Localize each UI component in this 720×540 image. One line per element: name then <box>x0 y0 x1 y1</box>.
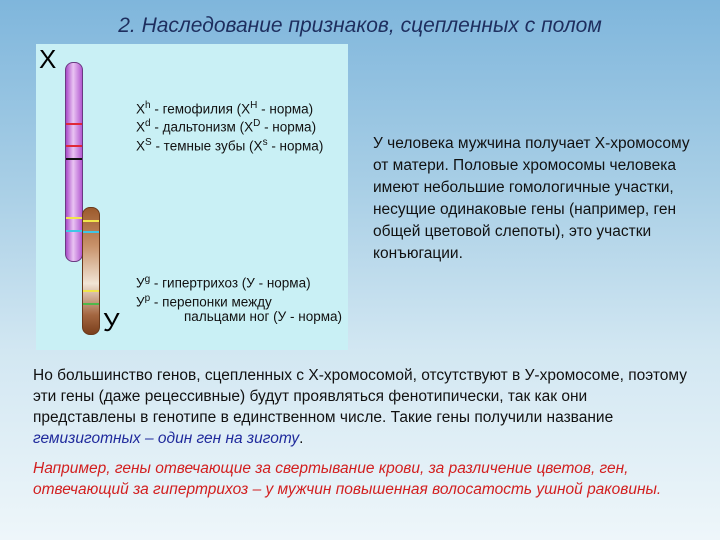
y-chromosome <box>82 207 100 335</box>
band-y-homologous-cyan <box>83 231 99 233</box>
hemizygous-paragraph: Но большинство генов, сцепленных с Х-хромосомой, отсутствуют в У-хромосоме, поэтому эти гены (даже рецессивные) будут проявляться фенотипически, так как они представлены в генотипе в единственном числе. Такие гены получили название гемизиготных – один ген на зиготу. <box>33 367 687 447</box>
chromosome-figure <box>36 44 348 350</box>
x-chromosome-label: Х <box>39 44 57 74</box>
legend-hemophilia: $X^h$ - гемофилия ($X^H$ - норма) <box>136 100 314 117</box>
hemizygous-term: гемизиготных – один ген на зиготу <box>33 430 300 447</box>
legend-webbed-toes: $У^p$ - перепонки между <box>136 293 272 310</box>
band-hemophilia <box>66 123 82 125</box>
legend-daltonism: $X^d$ - дальтонизм ($X^D$ - норма) <box>136 118 317 135</box>
band-hypertrichosis <box>83 290 99 292</box>
legend-webbed-toes-cont: пальцами ног (У - норма) <box>184 309 343 324</box>
y-chromosome-label: У <box>103 307 120 337</box>
band-daltonism <box>66 145 82 147</box>
examples-paragraph: Например, гены отвечающие за свертывание крови, за различение цветов, ген, отвечающий за гипертрихоз – у мужчин повышенная волосатость ушной раковины. <box>33 460 662 498</box>
band-webbed-toes <box>83 303 99 305</box>
slide-title: 2. Наследование признаков, сцепленных с полом <box>118 14 602 37</box>
paternal-inheritance-text: У человека мужчина получает Х-хромосому от матери. Половые хромосомы человека имеют небольшие гомологичные участки, несущие одинаковые гены (например, ген общей цветовой слепоты), это участки конъюгации. <box>373 135 690 262</box>
band-homologous-cyan <box>66 230 82 232</box>
legend-dark-teeth: $X^S$ - темные зубы ($X^s$ - норма) <box>136 137 324 154</box>
band-dark-teeth <box>66 158 82 160</box>
x-chromosome <box>65 62 83 262</box>
legend-hypertrichosis: $У^g$ - гипертрихоз (У - норма) <box>136 274 311 291</box>
band-homologous-yellow <box>66 217 82 219</box>
band-y-homologous-yellow <box>83 220 99 222</box>
